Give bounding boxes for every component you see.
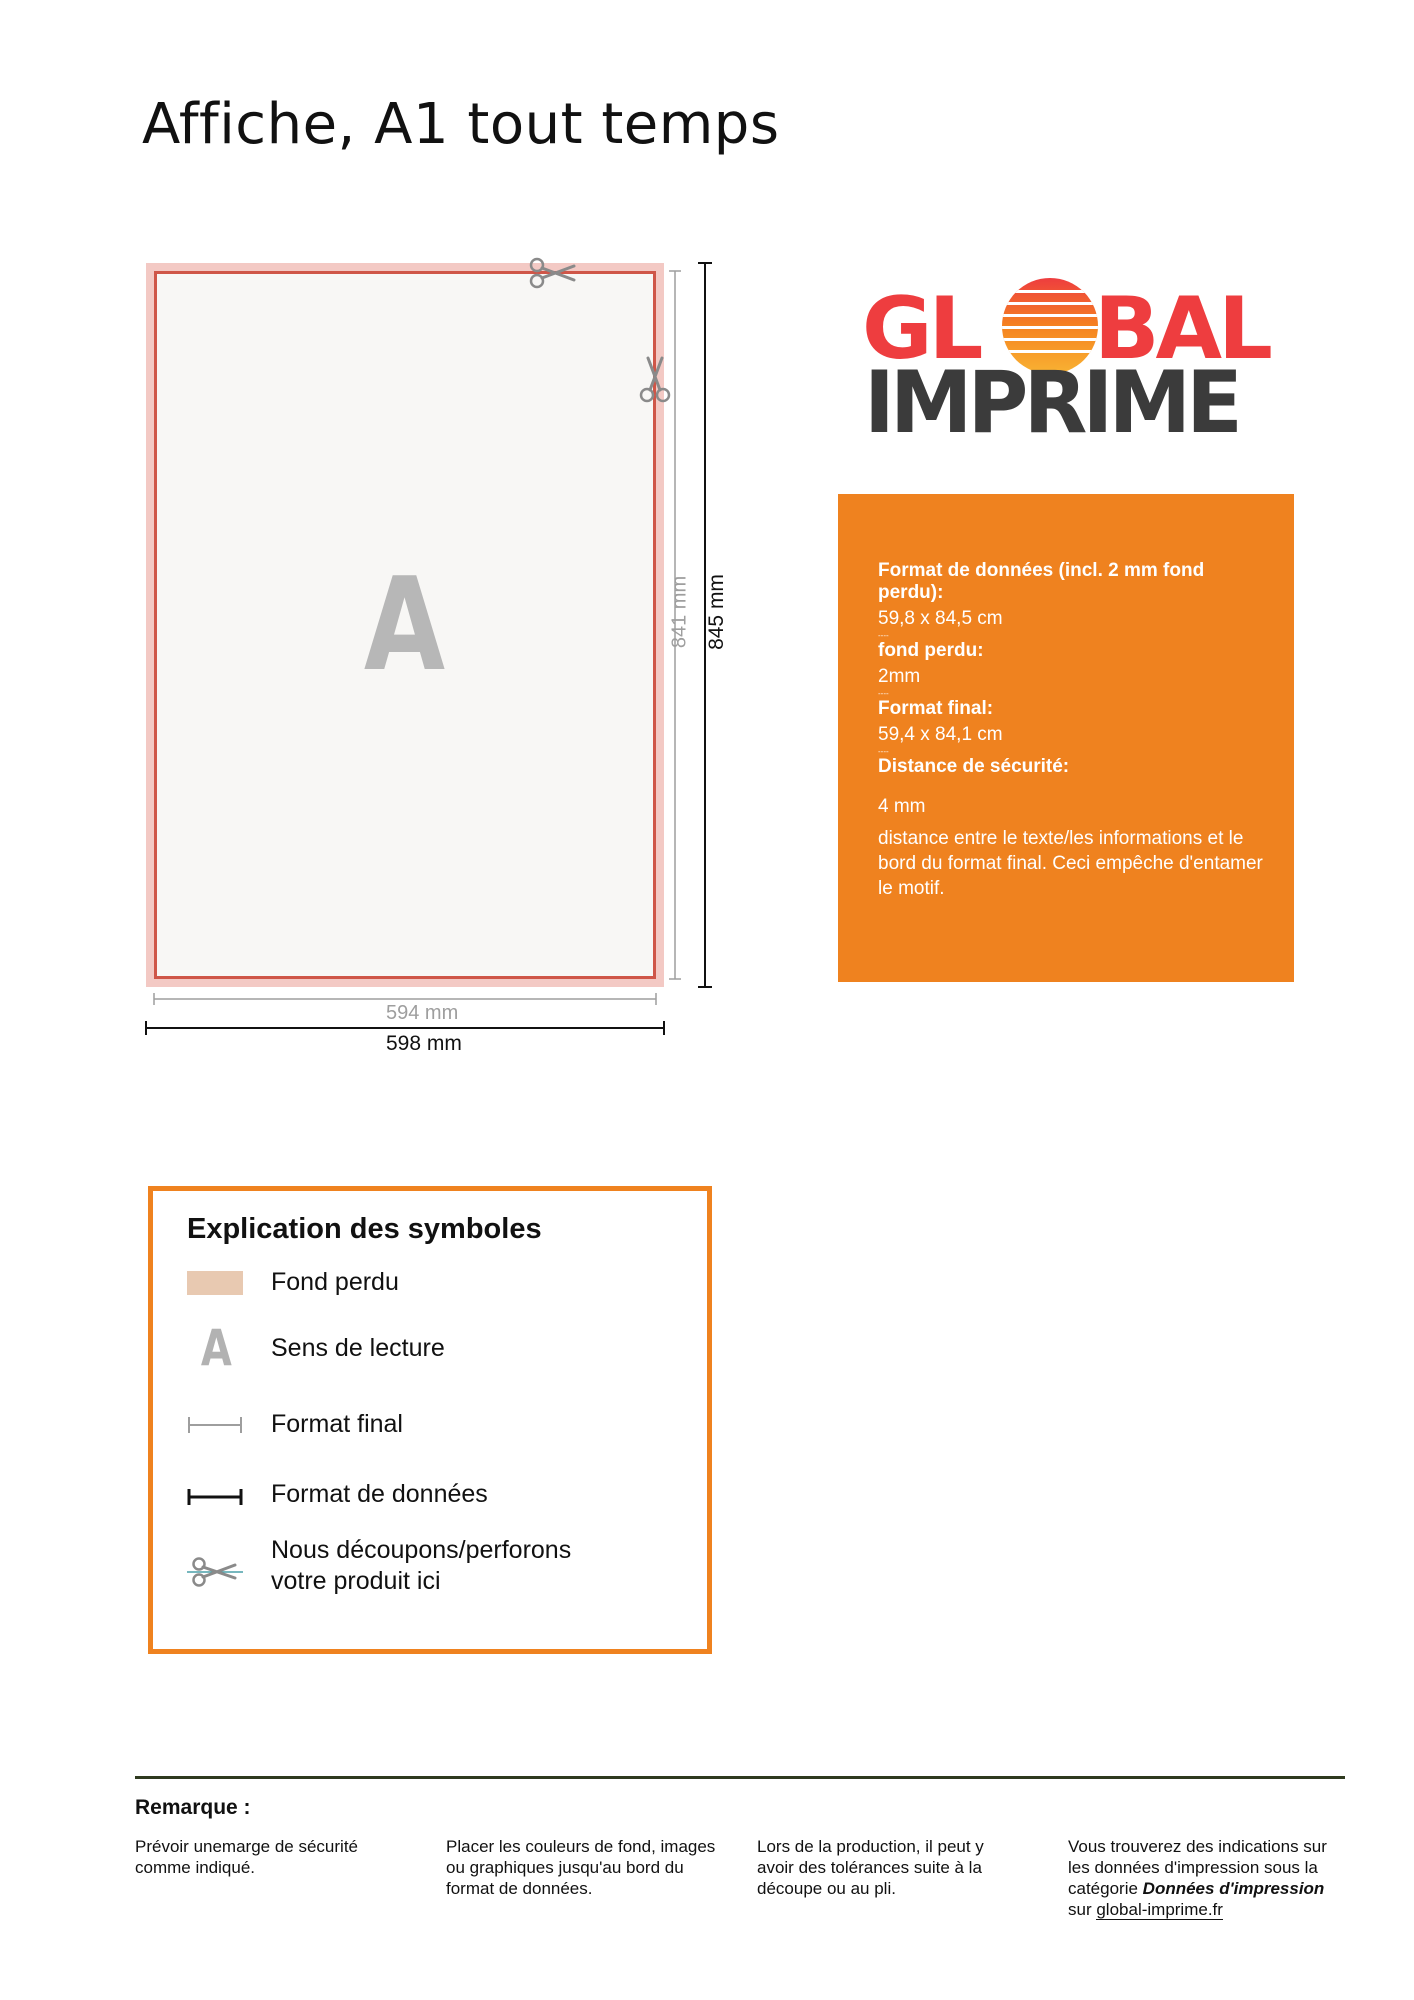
legend-item-label: Sens de lecture <box>271 1334 445 1362</box>
legend-item-label-2: votre produit ici <box>271 1567 441 1595</box>
format-info-box <box>838 494 1294 982</box>
legend-item-label: Format de données <box>271 1480 488 1508</box>
scissors-icon <box>187 1555 243 1589</box>
remark-col-4: Vous trouverez des indications sur les données d'impression sous la catégorie Données d'impression sur global-imprime.fr <box>1068 1837 1327 1919</box>
website-link[interactable]: global-imprime.fr <box>1096 1900 1223 1919</box>
remarks-divider <box>135 1776 1345 1779</box>
safety-description: distance entre le texte/les informations et le bord du format final. Ceci empêche d'entamer le motif. <box>878 828 1263 899</box>
final-format-value: 59,4 x 84,1 cm <box>878 724 1003 745</box>
data-format-icon <box>187 1485 243 1509</box>
remark-col-1: Prévoir unemarge de sécurité comme indiqué. <box>135 1837 359 1877</box>
legend-item-label: Fond perdu <box>271 1268 399 1296</box>
final-format-icon <box>187 1413 243 1437</box>
separator: ---- <box>878 747 889 756</box>
final-format-label: Format final: <box>878 698 994 719</box>
reading-direction-letter: A <box>364 550 446 700</box>
separator: ---- <box>878 631 889 640</box>
safety-value: 4 mm <box>878 796 926 817</box>
legend-title: Explication des symboles <box>187 1213 542 1245</box>
symbols-legend <box>148 1186 712 1654</box>
bleed-value: 2mm <box>878 666 921 687</box>
separator: ---- <box>878 689 889 698</box>
remark-emphasis: Données d'impression <box>1142 1879 1325 1898</box>
legend-item-label: Nous découpons/perforons <box>271 1536 572 1564</box>
company-logo <box>862 268 1269 453</box>
remark-col-3: Lors de la production, il peut y avoir des tolérances suite à la découpe ou au pli. <box>757 1837 984 1898</box>
logo-line2: IMPRIME <box>864 353 1238 453</box>
final-height-label: 841 mm <box>668 575 691 649</box>
logo-mark <box>862 268 1269 453</box>
data-height-label: 845 mm <box>705 574 728 650</box>
final-width-label: 594 mm <box>386 1002 459 1024</box>
legend-item-label: Format final <box>271 1410 403 1438</box>
bleed-swatch-icon <box>187 1271 243 1295</box>
data-format-value: 59,8 x 84,5 cm <box>878 608 1003 629</box>
logo-line1-g: GL <box>862 279 980 379</box>
data-format-label: Format de données (incl. 2 mm fond perdu): <box>878 560 1205 603</box>
safety-label: Distance de sécurité: <box>878 756 1070 777</box>
reading-direction-icon: A <box>200 1319 232 1377</box>
remarks-title: Remarque : <box>135 1796 251 1819</box>
logo-line1-bal: BAL <box>1094 279 1269 379</box>
bleed-label: fond perdu: <box>878 640 984 661</box>
remark-col-2: Placer les couleurs de fond, images ou graphiques jusqu'au bord du format de données. <box>446 1837 716 1898</box>
data-width-label: 598 mm <box>386 1032 462 1055</box>
page-title: Affiche, A1 tout temps <box>142 92 780 157</box>
